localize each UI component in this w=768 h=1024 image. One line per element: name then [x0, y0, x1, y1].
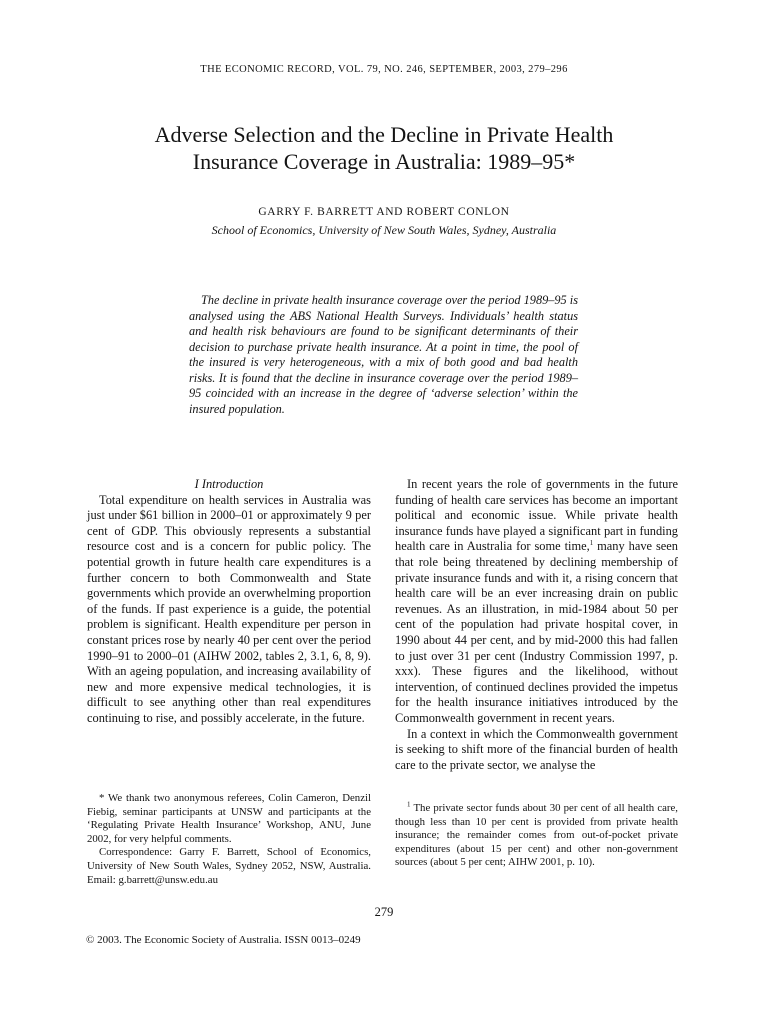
intro-paragraph-1: Total expenditure on health services in Australia was just under $61 billion in 2000–01 or approximately 9 per cent of GDP. This obviously represents a substantial resource cost and is a concern for public policy. The potential growth in future health care expenditures is a further concern to both Commonwealth and State governments which provide an overwhelming proportion of the funds. If past experience is a guide, the potential problem is significant. Health expenditure per person in constant prices rose by nearly 40 per cent over the period 1990–91 to 2000–01 (AIHW 2002, tables 2, 3.1, 6, 8, 9). With an ageing population, and increasing availability of new and more expensive medical technologies, it is difficult to see anything other than real expenditures continuing to rise, and possibly accelerate, in the future.	[87, 492, 371, 725]
section-heading: I Introduction	[194, 477, 264, 491]
acknowledgement-text: * We thank two anonymous referees, Colin Cameron, Denzil Fiebig, seminar participants at UNSW and participants at the ‘Regulating Private Health Insurance’ Workshop, ANU, June 2002, for very helpful comments.	[87, 792, 371, 845]
abstract: The decline in private health insurance coverage over the period 1989–95 is analysed using the ABS National Health Surveys. Individuals’ health status and health risk behaviours are found to be significant determinants of their decision to purchase private health insurance. At a point in time, the pool of the insured is very heterogeneous, with a mix of both good and bad health risks. It is found that the decline in insurance coverage over the period 1989–95 coincided with an increase in the degree of ‘adverse selection’ within the insured population.	[189, 293, 578, 416]
right-column	[395, 477, 678, 773]
article-title	[80, 121, 688, 175]
intro-paragraph-2	[395, 477, 678, 727]
affiliation: School of Economics, University of New South Wales, Sydney, Australia	[211, 223, 557, 237]
acknowledgement-footnote	[87, 792, 371, 887]
paragraph-text: In recent years the role of governments in the future funding of health care services has become an important political and economic issue. While private health insurance funds have played a significant part in funding health care in Australia for some time,	[395, 477, 678, 554]
title-line-2: Insurance Coverage in Australia: 1989–95*	[192, 149, 576, 174]
footnote-1	[395, 802, 678, 870]
left-column	[87, 477, 371, 727]
title-line-1: Adverse Selection and the Decline in Private Health	[154, 122, 614, 147]
page-number: 279	[374, 905, 394, 919]
footnote-1-text	[395, 802, 678, 870]
footnote-reference: 1	[589, 539, 594, 548]
footnote-1-body: The private sector funds about 30 per cent of all health care, though less than 10 per cent is provided from private health insurance; the remainder comes from out-of-pocket private expenditures (about 15 per cent) and other non-government sources (about 5 per cent; AIHW 2001, p. 10).	[395, 802, 678, 869]
correspondence-text: Correspondence: Garry F. Barrett, School of Economics, University of New South Wales, Sydney 2052, NSW, Australia. Email: g.barrett@unsw.edu.au	[87, 846, 371, 886]
footnote-1-marker: 1	[407, 800, 411, 809]
running-head: THE ECONOMIC RECORD, VOL. 79, NO. 246, SEPTEMBER, 2003, 279–296	[200, 64, 568, 75]
authors: GARRY F. BARRETT AND ROBERT CONLON	[258, 206, 510, 218]
paragraph-text-continued: many have seen that role being threatened by declining membership of private insurance funds and with it, a rising concern that health care will be an ever increasing drain on public revenues. As an illustration, in mid-1984 about 50 per cent of the population had private hospital cover, in 1990 about 44 per cent, and by mid-2000 this had fallen to just over 31 per cent (Industry Commission 1997, p. xxx). These figures and the likelihood, without intervention, of continued declines provided the impetus for the health insurance initiatives introduced by the Commonwealth government in recent years.	[395, 539, 678, 725]
intro-paragraph-3: In a context in which the Commonwealth government is seeking to shift more of the financial burden of health care to the private sector, we analyse the	[395, 726, 678, 772]
copyright-notice: © 2003. The Economic Society of Australia. ISSN 0013–0249	[86, 934, 361, 946]
